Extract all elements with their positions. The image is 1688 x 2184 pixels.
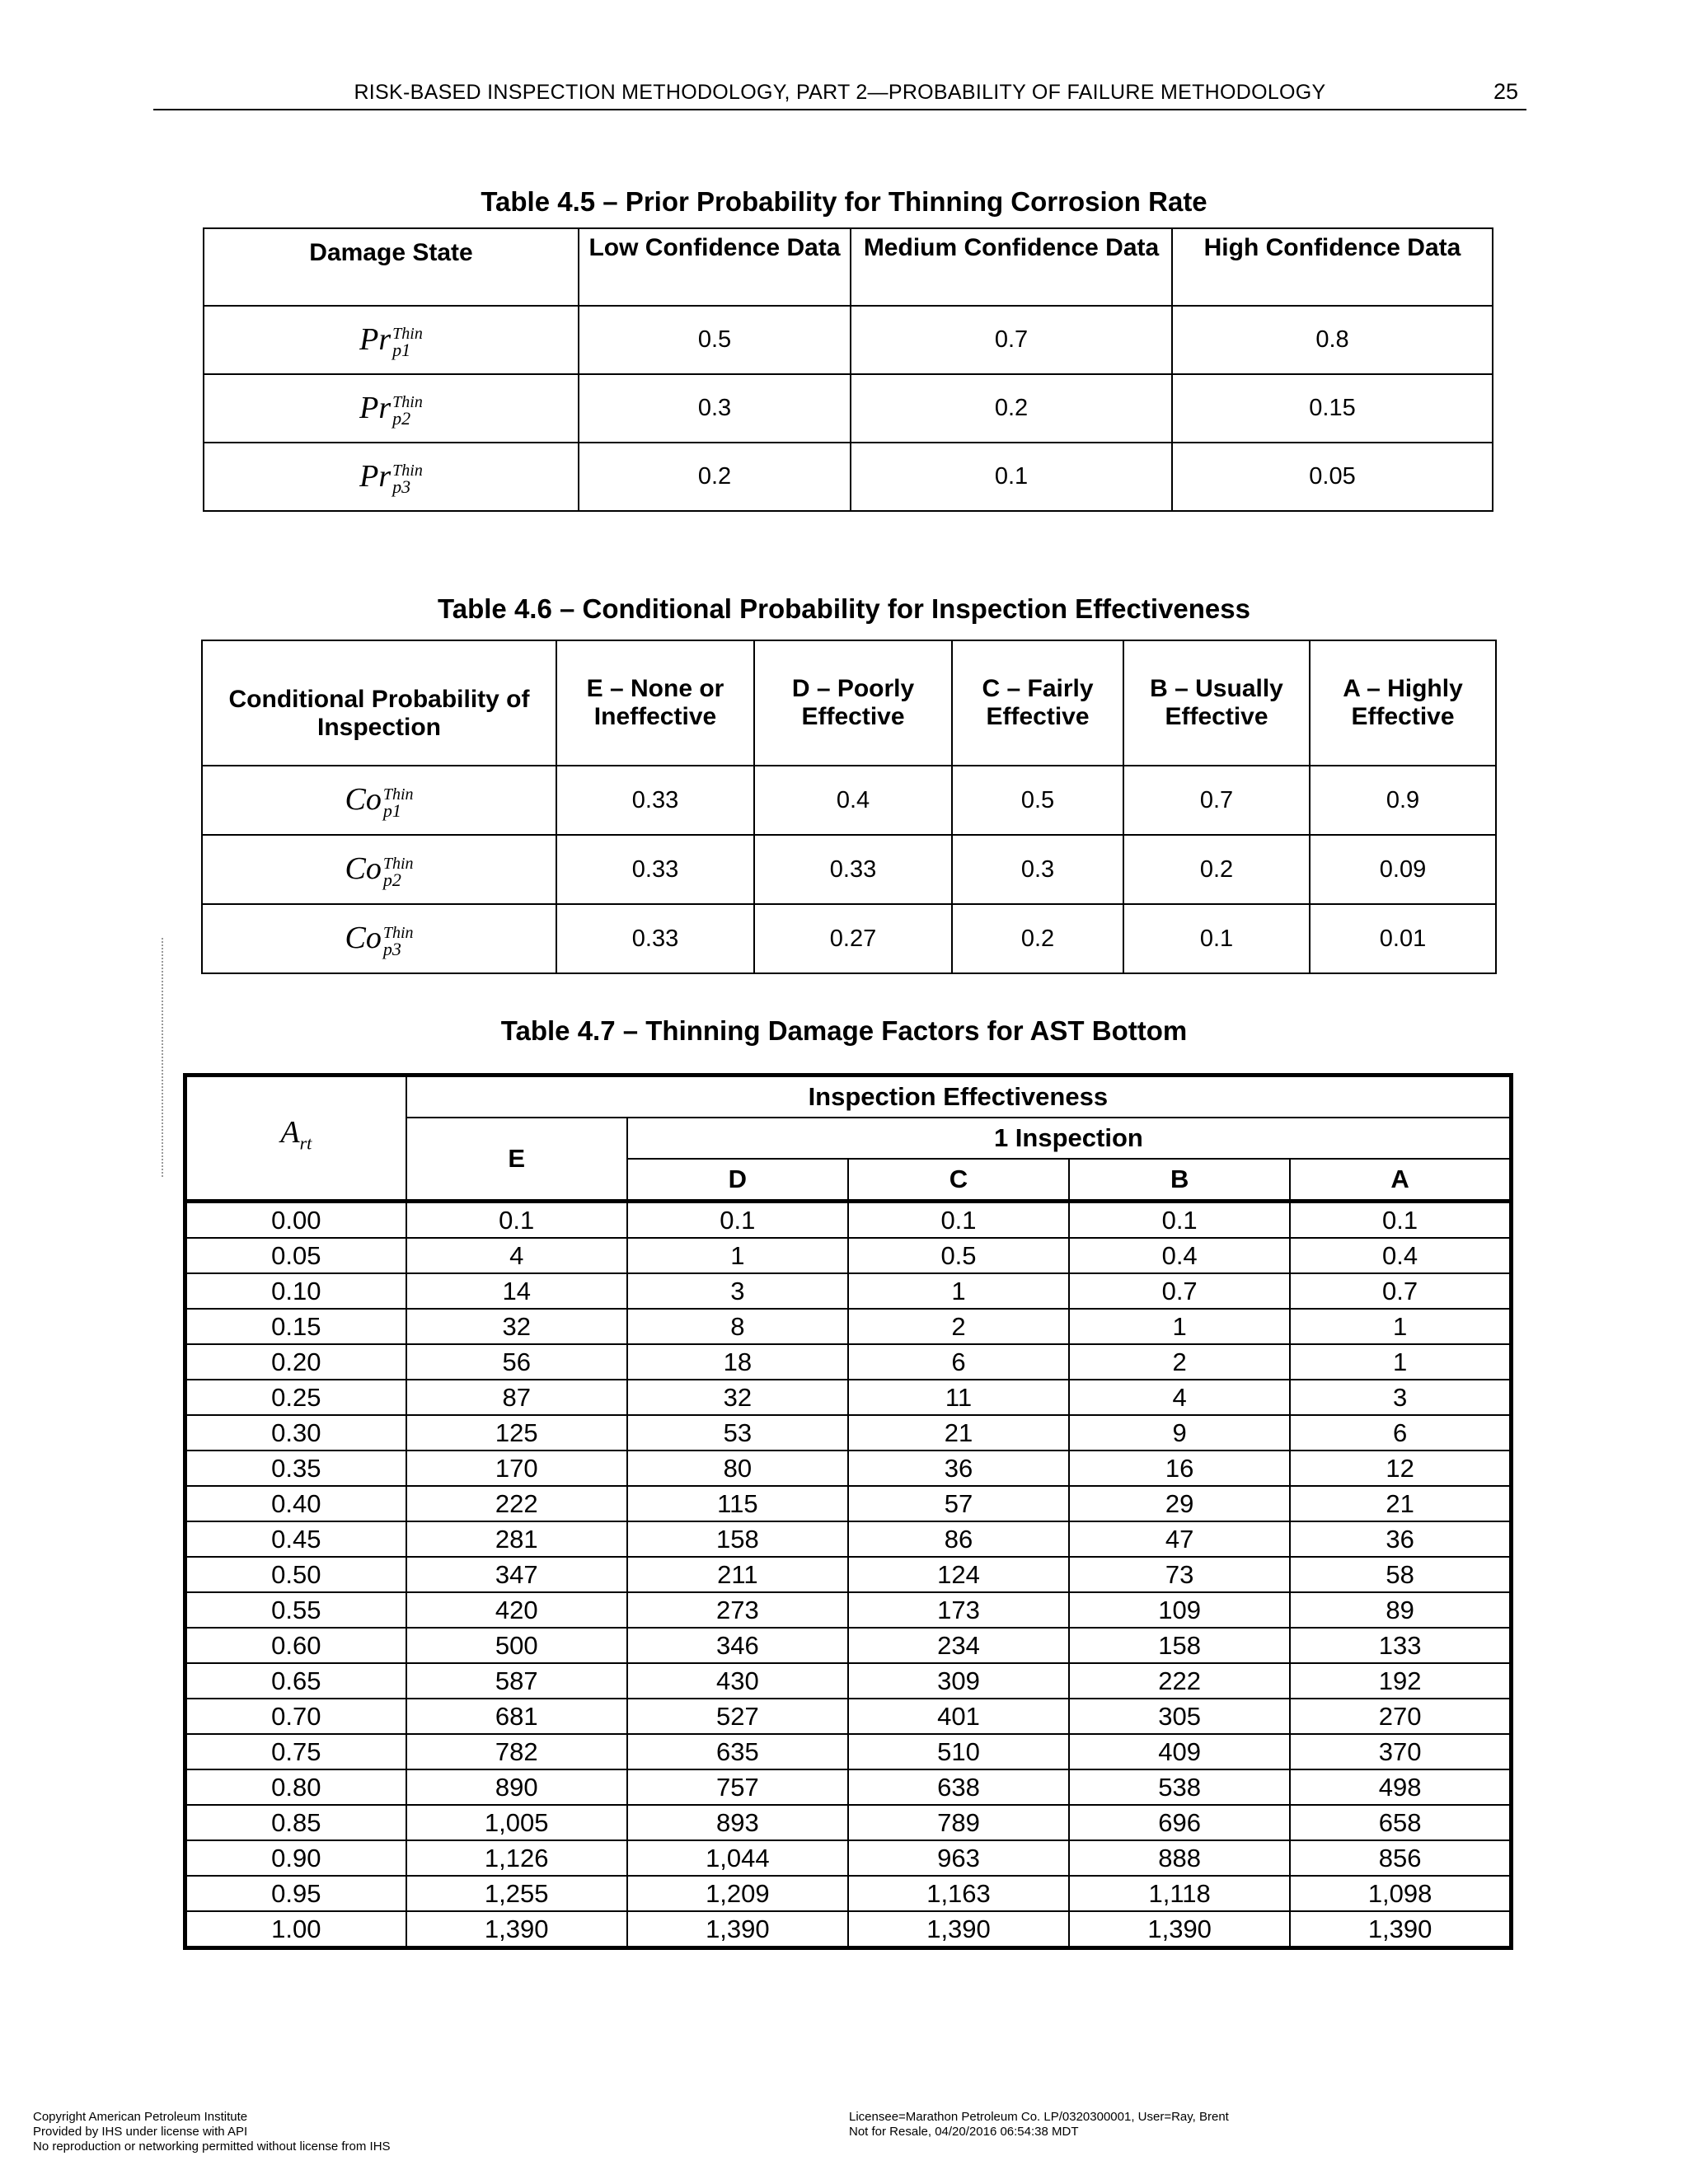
damage-factor-cell: 0.4 <box>1069 1238 1290 1273</box>
damage-factor-cell: 1 <box>1290 1309 1511 1344</box>
art-symbol: $A_{rt}$ <box>280 1115 312 1154</box>
damage-factor-cell: 696 <box>1069 1805 1290 1840</box>
art-value-cell: 0.25 <box>185 1380 406 1415</box>
damage-factor-cell: 3 <box>1290 1380 1511 1415</box>
damage-factor-cell: 1,390 <box>627 1911 848 1948</box>
damage-factor-cell: 0.1 <box>848 1202 1069 1239</box>
table-row <box>185 1557 1512 1592</box>
damage-factor-cell: 1 <box>1290 1344 1511 1380</box>
col-header: C – Fairly Effective <box>952 640 1123 766</box>
value-cell: 0.5 <box>952 766 1123 835</box>
damage-factor-cell: 36 <box>848 1451 1069 1486</box>
table-4-6-title: Table 4.6 – Conditional Probability for Inspection Effectiveness <box>438 593 1250 624</box>
value-cell: 0.3 <box>952 835 1123 904</box>
table-row <box>204 306 1493 374</box>
art-value-cell: 0.95 <box>185 1876 406 1911</box>
damage-factor-cell: 273 <box>627 1592 848 1628</box>
damage-factor-cell: 53 <box>627 1415 848 1451</box>
damage-factor-cell: 0.7 <box>1069 1273 1290 1309</box>
damage-factor-cell: 73 <box>1069 1557 1290 1592</box>
footer-line: Copyright American Petroleum Institute <box>33 2110 248 2124</box>
damage-state-cell <box>204 306 579 374</box>
damage-factor-cell: 510 <box>848 1734 1069 1769</box>
damage-factor-cell: 0.1 <box>1290 1202 1511 1239</box>
group-header: Inspection Effectiveness <box>406 1076 1512 1118</box>
damage-factor-cell: 305 <box>1069 1699 1290 1734</box>
table-row <box>185 1521 1512 1557</box>
table-row <box>185 1734 1512 1769</box>
table-row <box>185 1805 1512 1840</box>
col-header: Damage State <box>204 228 579 306</box>
table-row <box>185 1628 1512 1663</box>
damage-factor-cell: 0.5 <box>848 1238 1069 1273</box>
damage-factor-cell: 0.4 <box>1290 1238 1511 1273</box>
damage-factor-cell: 856 <box>1290 1840 1511 1876</box>
footer-license <box>849 2110 1229 2139</box>
value-cell: 0.7 <box>1123 766 1310 835</box>
damage-factor-cell: 538 <box>1069 1769 1290 1805</box>
table-row <box>185 1415 1512 1451</box>
table-row <box>185 1344 1512 1380</box>
table-row <box>185 1309 1512 1344</box>
damage-factor-cell: 8 <box>627 1309 848 1344</box>
art-value-cell: 0.20 <box>185 1344 406 1380</box>
damage-factor-cell: 1 <box>848 1273 1069 1309</box>
damage-factor-cell: 2 <box>1069 1344 1290 1380</box>
table-row <box>185 1911 1512 1948</box>
damage-factor-cell: 192 <box>1290 1663 1511 1699</box>
damage-factor-cell: 0.1 <box>1069 1202 1290 1239</box>
art-header <box>185 1076 406 1202</box>
damage-factor-cell: 222 <box>406 1486 627 1521</box>
damage-factor-cell: 87 <box>406 1380 627 1415</box>
damage-factor-cell: 9 <box>1069 1415 1290 1451</box>
art-value-cell: 0.65 <box>185 1663 406 1699</box>
damage-factor-cell: 14 <box>406 1273 627 1309</box>
col-header-b: B <box>1069 1159 1290 1202</box>
damage-factor-cell: 11 <box>848 1380 1069 1415</box>
art-value-cell: 0.50 <box>185 1557 406 1592</box>
damage-factor-cell: 57 <box>848 1486 1069 1521</box>
col-header: E – None or Ineffective <box>556 640 754 766</box>
damage-state-cell <box>202 835 556 904</box>
damage-factor-cell: 1,044 <box>627 1840 848 1876</box>
table-row <box>204 443 1493 511</box>
damage-factor-cell: 32 <box>627 1380 848 1415</box>
table-row <box>185 1273 1512 1309</box>
value-cell: 0.2 <box>1123 835 1310 904</box>
art-value-cell: 0.90 <box>185 1840 406 1876</box>
damage-factor-cell: 658 <box>1290 1805 1511 1840</box>
damage-factor-cell: 47 <box>1069 1521 1290 1557</box>
page-header <box>153 79 1526 110</box>
damage-factor-cell: 1,390 <box>406 1911 627 1948</box>
art-value-cell: 0.55 <box>185 1592 406 1628</box>
value-cell: 0.09 <box>1310 835 1496 904</box>
art-value-cell: 0.75 <box>185 1734 406 1769</box>
art-value-cell: 0.80 <box>185 1769 406 1805</box>
damage-factor-cell: 29 <box>1069 1486 1290 1521</box>
art-value-cell: 0.60 <box>185 1628 406 1663</box>
damage-factor-cell: 347 <box>406 1557 627 1592</box>
damage-factor-cell: 500 <box>406 1628 627 1663</box>
damage-factor-cell: 211 <box>627 1557 848 1592</box>
damage-factor-cell: 158 <box>627 1521 848 1557</box>
damage-factor-cell: 681 <box>406 1699 627 1734</box>
art-value-cell: 0.45 <box>185 1521 406 1557</box>
table-row <box>185 1202 1512 1239</box>
symbol: Pr Thin p3 <box>359 458 423 498</box>
table-row <box>185 1380 1512 1415</box>
damage-factor-cell: 1,163 <box>848 1876 1069 1911</box>
damage-factor-cell: 1,209 <box>627 1876 848 1911</box>
col-header-d: D <box>627 1159 848 1202</box>
footer-line: Licensee=Marathon Petroleum Co. LP/0320300001, User=Ray, Brent <box>849 2110 1229 2124</box>
damage-factor-cell: 3 <box>627 1273 848 1309</box>
art-value-cell: 0.30 <box>185 1415 406 1451</box>
damage-factor-cell: 21 <box>1290 1486 1511 1521</box>
damage-factor-cell: 222 <box>1069 1663 1290 1699</box>
damage-factor-cell: 0.1 <box>627 1202 848 1239</box>
damage-factor-cell: 170 <box>406 1451 627 1486</box>
damage-factor-cell: 401 <box>848 1699 1069 1734</box>
page-number: 25 <box>1493 79 1518 104</box>
damage-factor-cell: 89 <box>1290 1592 1511 1628</box>
table-row <box>204 374 1493 443</box>
damage-factor-cell: 888 <box>1069 1840 1290 1876</box>
damage-factor-cell: 370 <box>1290 1734 1511 1769</box>
table-4-7-title: Table 4.7 – Thinning Damage Factors for AST Bottom <box>500 1015 1188 1046</box>
value-cell: 0.2 <box>579 443 851 511</box>
damage-factor-cell: 1,255 <box>406 1876 627 1911</box>
damage-factor-cell: 782 <box>406 1734 627 1769</box>
col-header: Low Confidence Data <box>579 228 851 306</box>
symbol: Co Thin p3 <box>345 921 414 959</box>
table-row <box>185 1840 1512 1876</box>
footer-line: Provided by IHS under license with API <box>33 2125 248 2139</box>
col-header: D – Poorly Effective <box>754 640 952 766</box>
value-cell: 0.4 <box>754 766 952 835</box>
damage-factor-cell: 16 <box>1069 1451 1290 1486</box>
table-row <box>185 1663 1512 1699</box>
col-header-c: C <box>848 1159 1069 1202</box>
damage-factor-cell: 4 <box>406 1238 627 1273</box>
damage-factor-cell: 635 <box>627 1734 848 1769</box>
damage-factor-cell: 0.7 <box>1290 1273 1511 1309</box>
damage-factor-cell: 409 <box>1069 1734 1290 1769</box>
damage-factor-cell: 4 <box>1069 1380 1290 1415</box>
art-value-cell: 1.00 <box>185 1911 406 1948</box>
damage-factor-cell: 1 <box>1069 1309 1290 1344</box>
damage-state-cell <box>202 904 556 973</box>
damage-factor-cell: 309 <box>848 1663 1069 1699</box>
art-value-cell: 0.70 <box>185 1699 406 1734</box>
damage-factor-cell: 587 <box>406 1663 627 1699</box>
value-cell: 0.2 <box>952 904 1123 973</box>
damage-factor-cell: 234 <box>848 1628 1069 1663</box>
table-row <box>185 1699 1512 1734</box>
damage-state-cell <box>204 374 579 443</box>
table-row <box>202 835 1496 904</box>
value-cell: 0.15 <box>1172 374 1493 443</box>
damage-factor-cell: 125 <box>406 1415 627 1451</box>
damage-factor-cell: 638 <box>848 1769 1069 1805</box>
damage-factor-cell: 80 <box>627 1451 848 1486</box>
value-cell: 0.3 <box>579 374 851 443</box>
damage-factor-cell: 527 <box>627 1699 848 1734</box>
footer-copyright <box>33 2110 391 2154</box>
damage-factor-cell: 6 <box>848 1344 1069 1380</box>
damage-factor-cell: 420 <box>406 1592 627 1628</box>
col-header: Conditional Probability of Inspection <box>202 640 556 766</box>
value-cell: 0.9 <box>1310 766 1496 835</box>
value-cell: 0.2 <box>851 374 1172 443</box>
damage-factor-cell: 430 <box>627 1663 848 1699</box>
col-header-e: E <box>406 1118 627 1202</box>
col-header: Medium Confidence Data <box>851 228 1172 306</box>
damage-factor-cell: 757 <box>627 1769 848 1805</box>
damage-factor-cell: 893 <box>627 1805 848 1840</box>
damage-factor-cell: 789 <box>848 1805 1069 1840</box>
damage-factor-cell: 1,098 <box>1290 1876 1511 1911</box>
damage-factor-cell: 32 <box>406 1309 627 1344</box>
col-header: B – Usually Effective <box>1123 640 1310 766</box>
table-row <box>202 766 1496 835</box>
symbol: Co Thin p2 <box>345 851 414 890</box>
table-row <box>185 1769 1512 1805</box>
damage-factor-cell: 1,390 <box>1069 1911 1290 1948</box>
symbol: Pr Thin p1 <box>359 321 423 361</box>
table-row <box>185 1876 1512 1911</box>
footer-line: No reproduction or networking permitted without license from IHS <box>33 2139 391 2154</box>
table-row <box>185 1238 1512 1273</box>
symbol: Pr Thin p2 <box>359 390 423 429</box>
value-cell: 0.7 <box>851 306 1172 374</box>
damage-factor-cell: 36 <box>1290 1521 1511 1557</box>
sub-group-header: 1 Inspection <box>627 1118 1512 1159</box>
table-4-5 <box>203 227 1493 512</box>
damage-factor-cell: 21 <box>848 1415 1069 1451</box>
damage-factor-cell: 173 <box>848 1592 1069 1628</box>
damage-factor-cell: 1,390 <box>848 1911 1069 1948</box>
damage-factor-cell: 346 <box>627 1628 848 1663</box>
running-title: RISK-BASED INSPECTION METHODOLOGY, PART 2—PROBABILITY OF FAILURE METHODOLOGY <box>354 81 1326 104</box>
art-value-cell: 0.40 <box>185 1486 406 1521</box>
damage-factor-cell: 2 <box>848 1309 1069 1344</box>
damage-state-cell <box>204 443 579 511</box>
value-cell: 0.8 <box>1172 306 1493 374</box>
damage-factor-cell: 6 <box>1290 1415 1511 1451</box>
value-cell: 0.33 <box>556 835 754 904</box>
col-header-a: A <box>1290 1159 1511 1202</box>
footer-line: Not for Resale, 04/20/2016 06:54:38 MDT <box>849 2125 1079 2139</box>
value-cell: 0.1 <box>1123 904 1310 973</box>
value-cell: 0.5 <box>579 306 851 374</box>
damage-factor-cell: 890 <box>406 1769 627 1805</box>
art-value-cell: 0.35 <box>185 1451 406 1486</box>
damage-factor-cell: 963 <box>848 1840 1069 1876</box>
table-4-7 <box>183 1073 1513 1950</box>
table-row <box>185 1486 1512 1521</box>
art-value-cell: 0.10 <box>185 1273 406 1309</box>
damage-factor-cell: 1,126 <box>406 1840 627 1876</box>
art-value-cell: 0.85 <box>185 1805 406 1840</box>
value-cell: 0.33 <box>754 835 952 904</box>
damage-factor-cell: 133 <box>1290 1628 1511 1663</box>
damage-factor-cell: 1,390 <box>1290 1911 1511 1948</box>
table-row <box>185 1451 1512 1486</box>
value-cell: 0.33 <box>556 766 754 835</box>
damage-factor-cell: 158 <box>1069 1628 1290 1663</box>
value-cell: 0.05 <box>1172 443 1493 511</box>
table-4-6 <box>201 640 1497 974</box>
damage-factor-cell: 498 <box>1290 1769 1511 1805</box>
damage-factor-cell: 12 <box>1290 1451 1511 1486</box>
value-cell: 0.33 <box>556 904 754 973</box>
art-value-cell: 0.05 <box>185 1238 406 1273</box>
table-row <box>202 904 1496 973</box>
damage-factor-cell: 270 <box>1290 1699 1511 1734</box>
damage-factor-cell: 86 <box>848 1521 1069 1557</box>
value-cell: 0.01 <box>1310 904 1496 973</box>
margin-annotation <box>162 938 168 1177</box>
table-4-5-title: Table 4.5 – Prior Probability for Thinning Corrosion Rate <box>481 186 1207 217</box>
damage-factor-cell: 1,005 <box>406 1805 627 1840</box>
col-header: A – Highly Effective <box>1310 640 1496 766</box>
damage-factor-cell: 56 <box>406 1344 627 1380</box>
value-cell: 0.1 <box>851 443 1172 511</box>
art-value-cell: 0.15 <box>185 1309 406 1344</box>
damage-factor-cell: 109 <box>1069 1592 1290 1628</box>
damage-factor-cell: 1,118 <box>1069 1876 1290 1911</box>
damage-factor-cell: 1 <box>627 1238 848 1273</box>
damage-factor-cell: 58 <box>1290 1557 1511 1592</box>
damage-factor-cell: 115 <box>627 1486 848 1521</box>
damage-factor-cell: 0.1 <box>406 1202 627 1239</box>
damage-state-cell <box>202 766 556 835</box>
value-cell: 0.27 <box>754 904 952 973</box>
damage-factor-cell: 281 <box>406 1521 627 1557</box>
art-value-cell: 0.00 <box>185 1202 406 1239</box>
symbol: Co Thin p1 <box>345 782 414 821</box>
damage-factor-cell: 124 <box>848 1557 1069 1592</box>
damage-factor-cell: 18 <box>627 1344 848 1380</box>
col-header: High Confidence Data <box>1172 228 1493 306</box>
table-row <box>185 1592 1512 1628</box>
